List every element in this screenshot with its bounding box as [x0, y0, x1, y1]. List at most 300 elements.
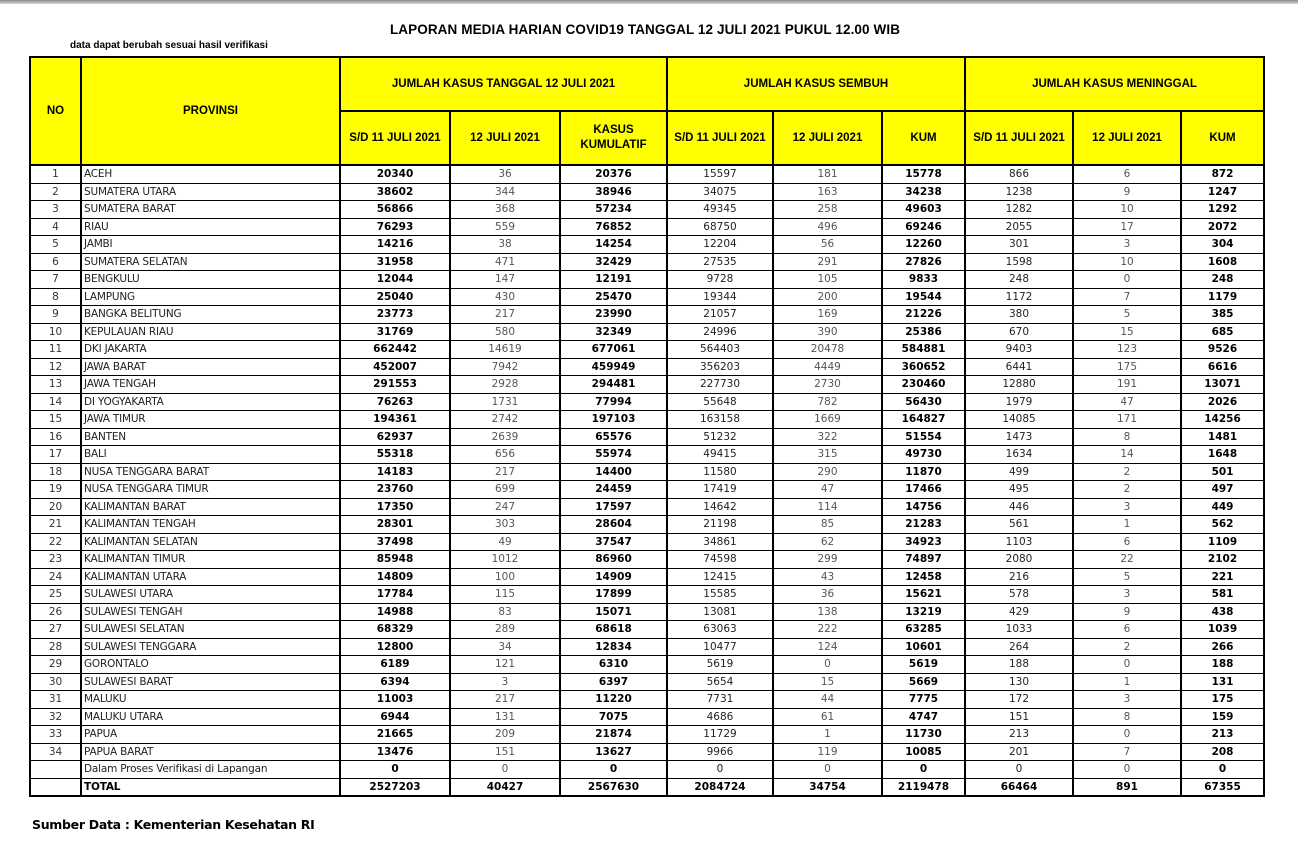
cell-kasus-kum: 7075 [560, 708, 667, 726]
cell-meninggal-kum: 13071 [1181, 376, 1264, 394]
table-row [30, 516, 1264, 534]
cell-sembuh-kum: 11870 [882, 463, 965, 481]
cell-no: 26 [30, 603, 81, 621]
cell-no: 12 [30, 358, 81, 376]
cell-sembuh-sd: 564403 [667, 341, 773, 359]
table-row [30, 411, 1264, 429]
cell-kasus-sd: 31769 [340, 323, 450, 341]
cell-sembuh-sd: 9728 [667, 271, 773, 289]
cell-provinsi: SUMATERA UTARA [81, 183, 340, 201]
cell-kasus-kum: 32349 [560, 323, 667, 341]
cell-sembuh-kum: 15621 [882, 586, 965, 604]
cell-kasus-sd: 6944 [340, 708, 450, 726]
cell-meninggal-kum: 159 [1181, 708, 1264, 726]
cell-kasus-sd: 6394 [340, 673, 450, 691]
cell-sembuh-kum: 63285 [882, 621, 965, 639]
cell-meninggal-sd: 130 [965, 673, 1073, 691]
cell-kasus-kum: 197103 [560, 411, 667, 429]
cell-provinsi: PAPUA BARAT [81, 743, 340, 761]
cell-meninggal-kum: 1648 [1181, 446, 1264, 464]
cell-provinsi: JAMBI [81, 236, 340, 254]
cell-no: 33 [30, 726, 81, 744]
table-row [30, 586, 1264, 604]
cell-no: 3 [30, 201, 81, 219]
cell-sembuh-hari: 315 [773, 446, 882, 464]
cell-meninggal-hari: 3 [1073, 586, 1181, 604]
cell-no: 6 [30, 253, 81, 271]
table-row [30, 691, 1264, 709]
cell-sembuh-hari: 4449 [773, 358, 882, 376]
table-row [30, 726, 1264, 744]
cell-no: 19 [30, 481, 81, 499]
table-row [30, 498, 1264, 516]
cell-no: 16 [30, 428, 81, 446]
cell-meninggal-sd: 1598 [965, 253, 1073, 271]
cell-sembuh-hari: 291 [773, 253, 882, 271]
cell-meninggal-kum: 14256 [1181, 411, 1264, 429]
cell-meninggal-sd: 2055 [965, 218, 1073, 236]
cell-meninggal-hari: 0 [1073, 761, 1181, 779]
table-row [30, 656, 1264, 674]
cell-sembuh-kum: 74897 [882, 551, 965, 569]
cell-sembuh-sd: 55648 [667, 393, 773, 411]
cell-no: 18 [30, 463, 81, 481]
cell-kasus-hari: 559 [450, 218, 560, 236]
report-title [0, 22, 1298, 37]
cell-sembuh-kum: 5669 [882, 673, 965, 691]
table-row [30, 568, 1264, 586]
cell-meninggal-sd: 301 [965, 236, 1073, 254]
cell-sembuh-sd: 5619 [667, 656, 773, 674]
cell-meninggal-hari: 7 [1073, 743, 1181, 761]
cell-kasus-sd: 17350 [340, 498, 450, 516]
table-row [30, 638, 1264, 656]
header-sembuh-kum: KUM [882, 111, 965, 165]
cell-meninggal-kum: 2026 [1181, 393, 1264, 411]
cell-kasus-sd: 62937 [340, 428, 450, 446]
cell-sembuh-kum: 5619 [882, 656, 965, 674]
header-row-groups [30, 57, 1264, 111]
table-row [30, 341, 1264, 359]
cell-sembuh-sd: 21198 [667, 516, 773, 534]
cell-no: 27 [30, 621, 81, 639]
cell-no: 5 [30, 236, 81, 254]
cell-meninggal-hari: 8 [1073, 708, 1181, 726]
cell-sembuh-kum: 10085 [882, 743, 965, 761]
cell-meninggal-sd: 429 [965, 603, 1073, 621]
cell-sembuh-kum: 15778 [882, 165, 965, 183]
cell-sembuh-kum: 51554 [882, 428, 965, 446]
cell-provinsi: JAWA TIMUR [81, 411, 340, 429]
cell-no [30, 761, 81, 779]
cell-meninggal-sd: 151 [965, 708, 1073, 726]
cell-sembuh-sd: 17419 [667, 481, 773, 499]
cell-kasus-kum: 38946 [560, 183, 667, 201]
cell-sembuh-hari: 36 [773, 586, 882, 604]
cell-sembuh-kum: 17466 [882, 481, 965, 499]
table-row [30, 621, 1264, 639]
cell-kasus-sd: 14988 [340, 603, 450, 621]
cell-no: 13 [30, 376, 81, 394]
cell-sembuh-sd: 356203 [667, 358, 773, 376]
cell-provinsi: KEPULAUAN RIAU [81, 323, 340, 341]
cell-sembuh-sd: 7731 [667, 691, 773, 709]
cell-sembuh-kum: 27826 [882, 253, 965, 271]
cell-meninggal-kum: 1292 [1181, 201, 1264, 219]
table-row [30, 708, 1264, 726]
cell-kasus-kum: 68618 [560, 621, 667, 639]
cell-meninggal-sd: 561 [965, 516, 1073, 534]
cell-meninggal-kum: 67355 [1181, 778, 1264, 796]
cell-meninggal-kum: 2102 [1181, 551, 1264, 569]
table-row [30, 743, 1264, 761]
cell-meninggal-kum: 266 [1181, 638, 1264, 656]
table-row [30, 446, 1264, 464]
cell-sembuh-sd: 227730 [667, 376, 773, 394]
cell-meninggal-kum: 188 [1181, 656, 1264, 674]
cell-kasus-sd: 56866 [340, 201, 450, 219]
cell-meninggal-hari: 15 [1073, 323, 1181, 341]
cell-no: 32 [30, 708, 81, 726]
cell-kasus-kum: 14909 [560, 568, 667, 586]
cell-kasus-hari: 1731 [450, 393, 560, 411]
cell-sembuh-kum: 11730 [882, 726, 965, 744]
cell-meninggal-kum: 2072 [1181, 218, 1264, 236]
table-row [30, 673, 1264, 691]
cell-no: 4 [30, 218, 81, 236]
cell-provinsi: PAPUA [81, 726, 340, 744]
cell-provinsi: SULAWESI TENGAH [81, 603, 340, 621]
cell-kasus-hari: 0 [450, 761, 560, 779]
cell-meninggal-hari: 175 [1073, 358, 1181, 376]
cell-meninggal-sd: 12880 [965, 376, 1073, 394]
cell-meninggal-hari: 14 [1073, 446, 1181, 464]
data-source: Sumber Data : Kementerian Kesehatan RI [32, 817, 315, 832]
cell-sembuh-kum: 49730 [882, 446, 965, 464]
cell-sembuh-hari: 169 [773, 306, 882, 324]
cell-kasus-hari: 147 [450, 271, 560, 289]
cell-meninggal-sd: 172 [965, 691, 1073, 709]
cell-meninggal-sd: 1033 [965, 621, 1073, 639]
cell-sembuh-hari: 782 [773, 393, 882, 411]
cell-kasus-hari: 209 [450, 726, 560, 744]
cell-meninggal-hari: 6 [1073, 165, 1181, 183]
cell-kasus-sd: 23760 [340, 481, 450, 499]
cell-provinsi: Dalam Proses Verifikasi di Lapangan [81, 761, 340, 779]
cell-meninggal-kum: 438 [1181, 603, 1264, 621]
cell-sembuh-hari: 200 [773, 288, 882, 306]
cell-meninggal-kum: 1481 [1181, 428, 1264, 446]
cell-provinsi: SULAWESI TENGGARA [81, 638, 340, 656]
cell-meninggal-kum: 208 [1181, 743, 1264, 761]
cell-kasus-kum: 17597 [560, 498, 667, 516]
cell-sembuh-kum: 21283 [882, 516, 965, 534]
cell-meninggal-sd: 380 [965, 306, 1073, 324]
cell-kasus-kum: 76852 [560, 218, 667, 236]
cell-kasus-hari: 100 [450, 568, 560, 586]
cell-kasus-hari: 217 [450, 306, 560, 324]
cell-provinsi: KALIMANTAN TENGAH [81, 516, 340, 534]
cell-sembuh-hari: 496 [773, 218, 882, 236]
header-no: NO [30, 57, 81, 165]
report-title-text: LAPORAN MEDIA HARIAN COVID19 TANGGAL 12 JULI 2021 PUKUL 12.00 WIB [389, 22, 901, 37]
cell-sembuh-hari: 62 [773, 533, 882, 551]
cell-kasus-sd: 85948 [340, 551, 450, 569]
cell-meninggal-sd: 2080 [965, 551, 1073, 569]
cell-kasus-sd: 55318 [340, 446, 450, 464]
cell-meninggal-kum: 1247 [1181, 183, 1264, 201]
cell-no: 21 [30, 516, 81, 534]
cell-meninggal-hari: 9 [1073, 603, 1181, 621]
cell-sembuh-hari: 105 [773, 271, 882, 289]
cell-kasus-sd: 21665 [340, 726, 450, 744]
cell-kasus-hari: 2742 [450, 411, 560, 429]
cell-kasus-kum: 6397 [560, 673, 667, 691]
cell-kasus-sd: 12800 [340, 638, 450, 656]
cell-kasus-sd: 452007 [340, 358, 450, 376]
cell-meninggal-kum: 449 [1181, 498, 1264, 516]
cell-kasus-hari: 49 [450, 533, 560, 551]
table-row [30, 201, 1264, 219]
cell-sembuh-sd: 2084724 [667, 778, 773, 796]
cell-kasus-sd: 14809 [340, 568, 450, 586]
cell-meninggal-hari: 3 [1073, 498, 1181, 516]
header-kasus-hari: 12 JULI 2021 [450, 111, 560, 165]
cell-kasus-hari: 34 [450, 638, 560, 656]
cell-meninggal-sd: 213 [965, 726, 1073, 744]
cell-sembuh-hari: 47 [773, 481, 882, 499]
cell-kasus-sd: 194361 [340, 411, 450, 429]
cell-sembuh-kum: 19544 [882, 288, 965, 306]
cell-sembuh-hari: 15 [773, 673, 882, 691]
cell-kasus-kum: 17899 [560, 586, 667, 604]
cell-sembuh-hari: 119 [773, 743, 882, 761]
cell-kasus-sd: 28301 [340, 516, 450, 534]
cell-kasus-kum: 14254 [560, 236, 667, 254]
cell-provinsi: SUMATERA BARAT [81, 201, 340, 219]
cell-sembuh-kum: 25386 [882, 323, 965, 341]
cell-meninggal-sd: 188 [965, 656, 1073, 674]
cell-kasus-sd: 20340 [340, 165, 450, 183]
cell-no: 11 [30, 341, 81, 359]
header-meninggal-sd: S/D 11 JULI 2021 [965, 111, 1073, 165]
cell-meninggal-hari: 2 [1073, 481, 1181, 499]
cell-kasus-kum: 12834 [560, 638, 667, 656]
cell-provinsi: BANTEN [81, 428, 340, 446]
cell-kasus-hari: 151 [450, 743, 560, 761]
cell-kasus-hari: 580 [450, 323, 560, 341]
cell-meninggal-sd: 446 [965, 498, 1073, 516]
cell-kasus-hari: 38 [450, 236, 560, 254]
cell-sembuh-sd: 12415 [667, 568, 773, 586]
cell-meninggal-kum: 497 [1181, 481, 1264, 499]
table-row [30, 218, 1264, 236]
cell-meninggal-hari: 171 [1073, 411, 1181, 429]
table-row [30, 533, 1264, 551]
cell-meninggal-sd: 578 [965, 586, 1073, 604]
cell-kasus-kum: 21874 [560, 726, 667, 744]
cell-no: 22 [30, 533, 81, 551]
cell-provinsi: KALIMANTAN BARAT [81, 498, 340, 516]
table-row [30, 481, 1264, 499]
cell-meninggal-hari: 17 [1073, 218, 1181, 236]
cell-meninggal-hari: 0 [1073, 726, 1181, 744]
cell-provinsi: BALI [81, 446, 340, 464]
header-meninggal-hari: 12 JULI 2021 [1073, 111, 1181, 165]
cell-kasus-hari: 131 [450, 708, 560, 726]
cell-meninggal-sd: 1282 [965, 201, 1073, 219]
cell-sembuh-kum: 49603 [882, 201, 965, 219]
cell-meninggal-sd: 1634 [965, 446, 1073, 464]
cell-sembuh-hari: 290 [773, 463, 882, 481]
cell-kasus-sd: 13476 [340, 743, 450, 761]
cell-sembuh-sd: 63063 [667, 621, 773, 639]
header-kasus-sd: S/D 11 JULI 2021 [340, 111, 450, 165]
cell-provinsi: DI YOGYAKARTA [81, 393, 340, 411]
table-row [30, 376, 1264, 394]
cell-meninggal-sd: 6441 [965, 358, 1073, 376]
cell-kasus-kum: 86960 [560, 551, 667, 569]
cell-kasus-hari: 303 [450, 516, 560, 534]
cell-meninggal-sd: 1172 [965, 288, 1073, 306]
cell-sembuh-kum: 34923 [882, 533, 965, 551]
cell-meninggal-sd: 0 [965, 761, 1073, 779]
cell-no: 9 [30, 306, 81, 324]
cell-provinsi: SULAWESI SELATAN [81, 621, 340, 639]
cell-meninggal-kum: 175 [1181, 691, 1264, 709]
table-row [30, 183, 1264, 201]
cell-kasus-hari: 40427 [450, 778, 560, 796]
cell-kasus-sd: 31958 [340, 253, 450, 271]
cell-sembuh-kum: 164827 [882, 411, 965, 429]
cell-provinsi: SULAWESI BARAT [81, 673, 340, 691]
cell-meninggal-hari: 9 [1073, 183, 1181, 201]
cell-sembuh-kum: 360652 [882, 358, 965, 376]
cell-meninggal-hari: 8 [1073, 428, 1181, 446]
cell-sembuh-sd: 13081 [667, 603, 773, 621]
cell-sembuh-kum: 69246 [882, 218, 965, 236]
cell-no: 20 [30, 498, 81, 516]
cell-meninggal-sd: 264 [965, 638, 1073, 656]
cell-kasus-sd: 14183 [340, 463, 450, 481]
table-row [30, 428, 1264, 446]
cell-meninggal-kum: 9526 [1181, 341, 1264, 359]
cell-no: 31 [30, 691, 81, 709]
cell-meninggal-sd: 1103 [965, 533, 1073, 551]
cell-meninggal-hari: 1 [1073, 673, 1181, 691]
cell-kasus-kum: 677061 [560, 341, 667, 359]
cell-provinsi: MALUKU UTARA [81, 708, 340, 726]
cell-no: 1 [30, 165, 81, 183]
cell-meninggal-hari: 6 [1073, 533, 1181, 551]
cell-kasus-sd: 38602 [340, 183, 450, 201]
cell-kasus-sd: 68329 [340, 621, 450, 639]
cell-sembuh-hari: 258 [773, 201, 882, 219]
cell-sembuh-hari: 34754 [773, 778, 882, 796]
cell-meninggal-sd: 866 [965, 165, 1073, 183]
cell-meninggal-sd: 670 [965, 323, 1073, 341]
cell-meninggal-kum: 131 [1181, 673, 1264, 691]
cell-meninggal-sd: 9403 [965, 341, 1073, 359]
cell-sembuh-kum: 10601 [882, 638, 965, 656]
cell-meninggal-kum: 385 [1181, 306, 1264, 324]
cell-meninggal-hari: 2 [1073, 463, 1181, 481]
cell-meninggal-hari: 7 [1073, 288, 1181, 306]
cell-sembuh-sd: 15597 [667, 165, 773, 183]
cell-meninggal-hari: 5 [1073, 568, 1181, 586]
cell-kasus-sd: 37498 [340, 533, 450, 551]
cell-sembuh-sd: 10477 [667, 638, 773, 656]
cell-kasus-sd: 2527203 [340, 778, 450, 796]
cell-meninggal-kum: 685 [1181, 323, 1264, 341]
table-row [30, 393, 1264, 411]
cell-meninggal-hari: 0 [1073, 271, 1181, 289]
cell-sembuh-hari: 181 [773, 165, 882, 183]
cell-sembuh-kum: 0 [882, 761, 965, 779]
cell-kasus-kum: 37547 [560, 533, 667, 551]
cell-no: 24 [30, 568, 81, 586]
cell-sembuh-hari: 0 [773, 761, 882, 779]
cell-meninggal-kum: 1179 [1181, 288, 1264, 306]
cell-kasus-hari: 115 [450, 586, 560, 604]
cell-kasus-sd: 76263 [340, 393, 450, 411]
cell-meninggal-sd: 1238 [965, 183, 1073, 201]
cell-sembuh-sd: 5654 [667, 673, 773, 691]
cell-no [30, 778, 81, 796]
cell-kasus-kum: 2567630 [560, 778, 667, 796]
cell-sembuh-hari: 163 [773, 183, 882, 201]
cell-provinsi: JAWA TENGAH [81, 376, 340, 394]
cell-kasus-kum: 11220 [560, 691, 667, 709]
cell-meninggal-hari: 2 [1073, 638, 1181, 656]
cell-no: 28 [30, 638, 81, 656]
cell-kasus-kum: 6310 [560, 656, 667, 674]
cell-sembuh-sd: 12204 [667, 236, 773, 254]
cell-meninggal-kum: 1608 [1181, 253, 1264, 271]
header-meninggal-kum: KUM [1181, 111, 1264, 165]
cell-sembuh-hari: 124 [773, 638, 882, 656]
cell-kasus-kum: 15071 [560, 603, 667, 621]
header-provinsi: PROVINSI [81, 57, 340, 165]
cell-sembuh-hari: 1 [773, 726, 882, 744]
cell-kasus-kum: 20376 [560, 165, 667, 183]
cell-sembuh-sd: 9966 [667, 743, 773, 761]
cell-meninggal-sd: 248 [965, 271, 1073, 289]
cell-kasus-hari: 3 [450, 673, 560, 691]
cell-provinsi: BENGKULU [81, 271, 340, 289]
cell-provinsi: NUSA TENGGARA BARAT [81, 463, 340, 481]
cell-meninggal-sd: 14085 [965, 411, 1073, 429]
cell-sembuh-sd: 11580 [667, 463, 773, 481]
cell-kasus-kum: 32429 [560, 253, 667, 271]
cell-no: 17 [30, 446, 81, 464]
table-row [30, 603, 1264, 621]
cell-kasus-hari: 83 [450, 603, 560, 621]
cell-kasus-hari: 344 [450, 183, 560, 201]
cell-meninggal-hari: 10 [1073, 201, 1181, 219]
cell-sembuh-hari: 56 [773, 236, 882, 254]
cell-sembuh-hari: 20478 [773, 341, 882, 359]
cell-meninggal-kum: 213 [1181, 726, 1264, 744]
table-row [30, 323, 1264, 341]
cell-kasus-hari: 471 [450, 253, 560, 271]
cell-sembuh-hari: 2730 [773, 376, 882, 394]
cell-kasus-sd: 25040 [340, 288, 450, 306]
cell-sembuh-kum: 12260 [882, 236, 965, 254]
window-top-edge [0, 0, 1298, 4]
cell-sembuh-hari: 114 [773, 498, 882, 516]
cell-meninggal-sd: 1473 [965, 428, 1073, 446]
